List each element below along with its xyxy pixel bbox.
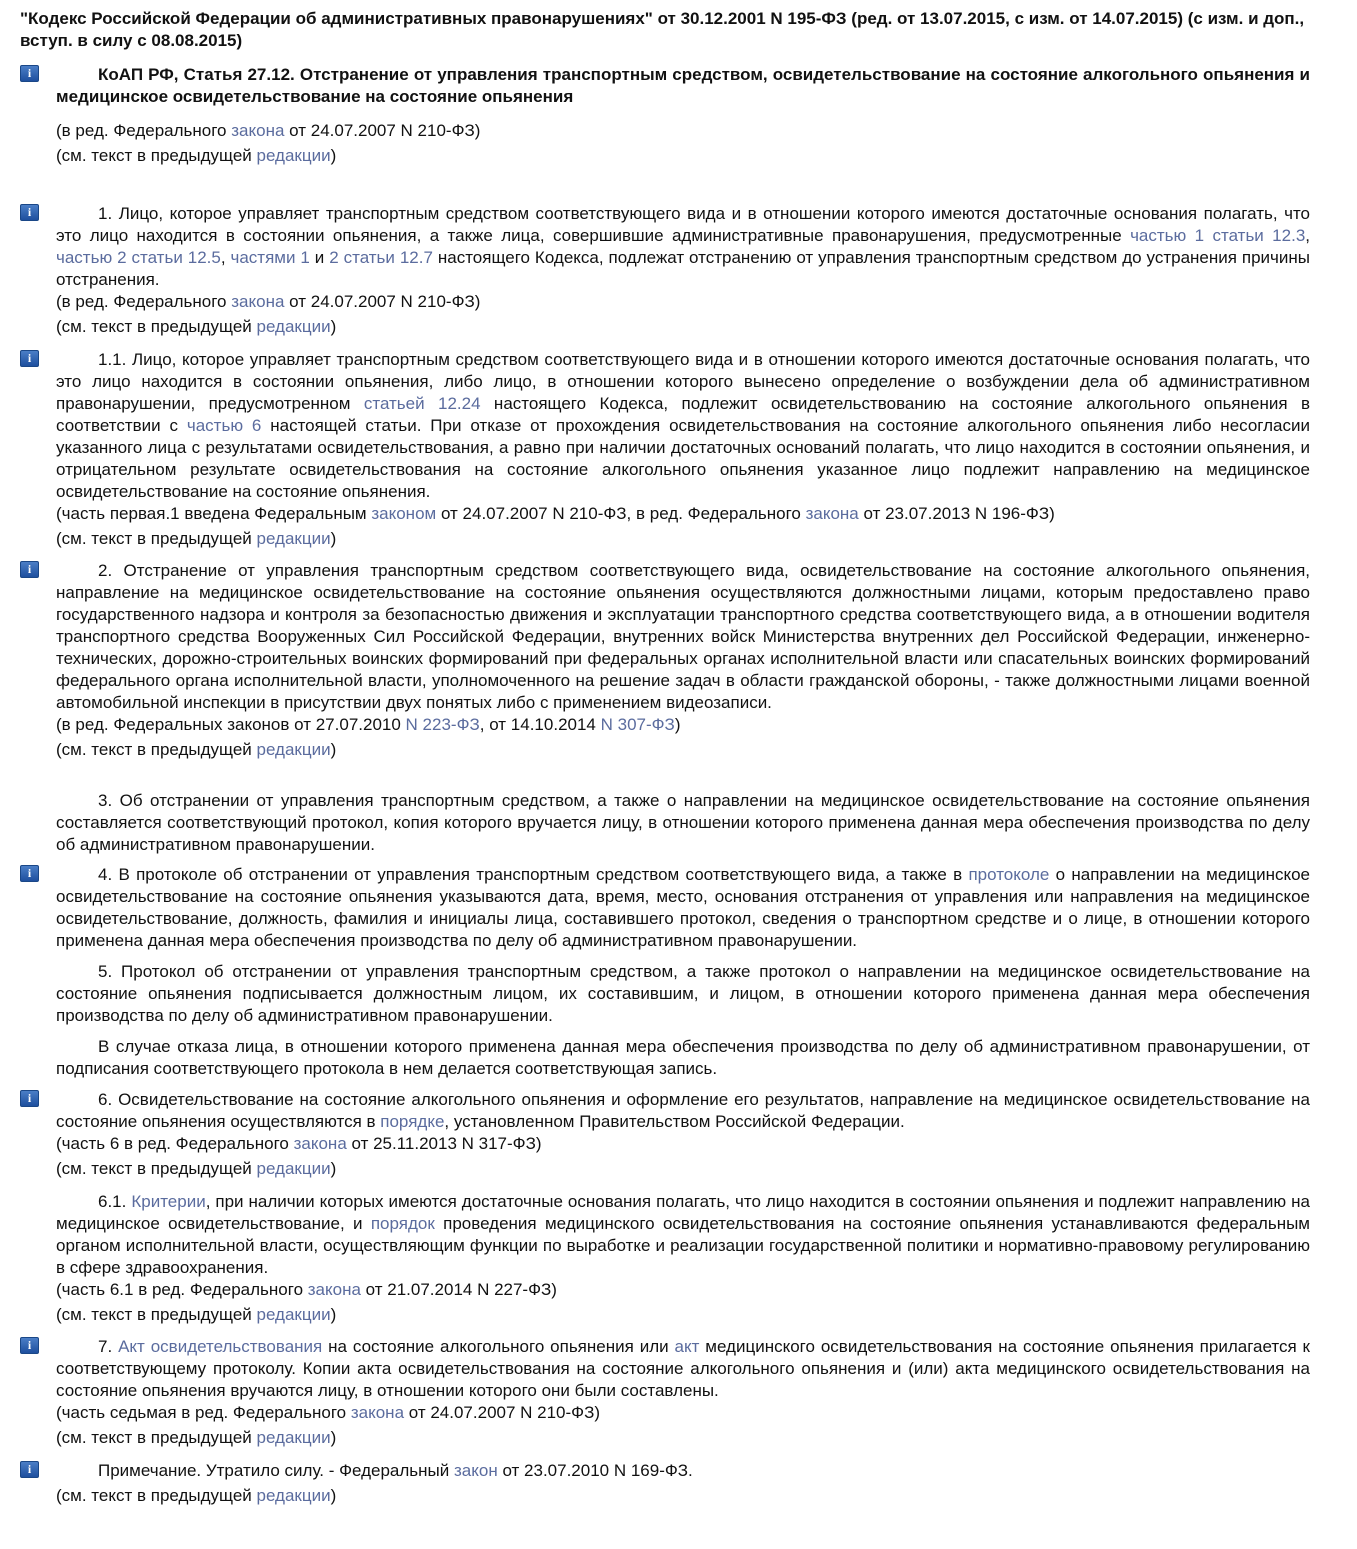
paragraph-text	[56, 203, 1310, 291]
reference-link[interactable]: редакции	[256, 1305, 331, 1324]
text-run: от 23.07.2010 N 169-ФЗ.	[497, 1461, 693, 1480]
text-run: )	[330, 1159, 337, 1178]
reference-link[interactable]: редакции	[256, 1159, 331, 1178]
previous-edition-note	[56, 1304, 1310, 1326]
reference-link[interactable]: редакции	[256, 1428, 331, 1447]
text-run: )	[330, 740, 337, 759]
reference-link[interactable]: частью 2 статьи 12.5	[56, 248, 221, 267]
text-run: от 23.07.2013 N 196-ФЗ)	[858, 504, 1055, 523]
text-run: Примечание. Утратило силу. - Федеральный	[98, 1461, 454, 1480]
reference-link[interactable]: редакции	[256, 317, 331, 336]
reference-link[interactable]: N 223-ФЗ	[405, 715, 480, 734]
amendment-note	[56, 714, 1310, 736]
amendment-note	[56, 503, 1310, 525]
reference-link[interactable]: закона	[307, 1280, 361, 1299]
previous-edition-note	[56, 145, 1310, 167]
paragraph-p5b	[56, 1036, 1310, 1080]
paragraph-p6-1	[56, 1191, 1310, 1326]
paragraph-note	[56, 1460, 1310, 1507]
reference-link[interactable]: закон	[453, 1461, 498, 1480]
amendment-note	[56, 1133, 1310, 1155]
reference-link[interactable]: порядок	[370, 1214, 435, 1233]
info-icon[interactable]: i	[20, 204, 39, 221]
text-run: 1.1. Лицо, которое управляет транспортным средством соответствующего вида и в отношении которого имеются достаточные основания полагать, что это лицо находится в состоянии опьянения, либо лицо, в отношении которого вынесено определение о возбуждении дела об административном правонарушении, предусмотренном	[56, 350, 1310, 413]
text-run: ,	[1305, 226, 1311, 245]
text-run: (в ред. Федеральных законов от 27.07.2010	[56, 715, 406, 734]
reference-link[interactable]: редакции	[256, 740, 331, 759]
text-run: )	[674, 715, 681, 734]
document-header: "Кодекс Российской Федерации об административных правонарушениях" от 30.12.2001 N 195-ФЗ (ред. от 13.07.2015, с изм. от 14.07.2015) (с изм. и доп., вступ. в силу с 08.08.2015)	[20, 9, 1305, 50]
text-run: 5. Протокол об отстранении от управления транспортным средством, а также протокол о направлении на медицинское освидетельствование на состояние опьянения подписывается должностным лицом, их составившим, и лицом, в отношении которого применена данная мера обеспечения производства по делу об административном правонарушении.	[56, 962, 1310, 1025]
amendment-note	[56, 120, 1310, 142]
reference-link[interactable]: частями 1	[230, 248, 310, 267]
text-run: (часть седьмая в ред. Федерального	[56, 1403, 351, 1422]
reference-link[interactable]: Акт освидетельствования	[118, 1337, 323, 1356]
text-run: (часть 6 в ред. Федерального	[56, 1134, 294, 1153]
info-icon[interactable]: i	[20, 65, 39, 82]
info-icon[interactable]: i	[20, 1337, 39, 1354]
reference-link[interactable]: редакции	[256, 1486, 331, 1505]
text-run: от 25.11.2013 N 317-ФЗ)	[346, 1134, 542, 1153]
text-run: )	[330, 1486, 337, 1505]
paragraph-text	[56, 961, 1310, 1027]
text-run: 3. Об отстранении от управления транспортным средством, а также о направлении на медицинское освидетельствование на состояние опьянения составляется соответствующий протокол, копия которого вручается лицу, в отношении которого применена данная мера обеспечения производства по делу об административном правонарушении.	[56, 791, 1310, 854]
info-icon[interactable]: i	[20, 350, 39, 367]
text-run: 6.1.	[98, 1192, 132, 1211]
text-run: на состояние алкогольного опьянения или	[322, 1337, 675, 1356]
previous-edition-note	[56, 1485, 1310, 1507]
reference-link[interactable]: протоколе	[968, 865, 1050, 884]
text-run: (см. текст в предыдущей	[56, 1486, 257, 1505]
text-run: )	[330, 317, 337, 336]
text-run: (см. текст в предыдущей	[56, 1428, 257, 1447]
previous-edition-note	[56, 1158, 1310, 1180]
reference-link[interactable]: 2 статьи 12.7	[329, 248, 433, 267]
paragraph-p3	[56, 790, 1310, 856]
paragraph-p2	[56, 560, 1310, 761]
text-run: (см. текст в предыдущей	[56, 529, 257, 548]
reference-link[interactable]: закона	[293, 1134, 347, 1153]
reference-link[interactable]: закона	[231, 121, 285, 140]
text-run: )	[330, 1428, 337, 1447]
paragraph-text	[56, 1191, 1310, 1279]
text-run: (в ред. Федерального	[56, 121, 232, 140]
text-run: 4. В протоколе об отстранении от управления транспортным средством соответствующего вида, а также в	[98, 865, 969, 884]
reference-link[interactable]: закона	[350, 1403, 405, 1422]
paragraph-title	[56, 64, 1310, 167]
text-run: 6. Освидетельствование на состояние алкогольного опьянения и оформление его результатов, направление на медицинское освидетельствование на состояние опьянения осуществляются в	[56, 1090, 1310, 1131]
reference-link[interactable]: редакции	[256, 146, 331, 165]
paragraph-p5	[56, 961, 1310, 1027]
text-run: от 24.07.2007 N 210-ФЗ, в ред. Федерального	[436, 504, 806, 523]
paragraph-text	[56, 864, 1310, 952]
info-icon[interactable]: i	[20, 1461, 39, 1478]
paragraph-text	[56, 349, 1310, 503]
info-icon[interactable]: i	[20, 561, 39, 578]
text-run: проведения медицинского освидетельствования на состояние опьянения устанавливаются федеральным органом исполнительной власти, осуществляющим функции по выработке и реализации государственной политики и нормативно-правовому регулированию в сфере здравоохранения.	[56, 1214, 1310, 1277]
previous-edition-note	[56, 528, 1310, 550]
reference-link[interactable]: Критерии	[131, 1192, 206, 1211]
text-run: , установленном Правительством Российской Федерации.	[444, 1112, 905, 1131]
text-run: настоящего Кодекса, подлежат отстранению от управления транспортным средством до устранения причины отстранения.	[56, 248, 1311, 289]
text-run: (см. текст в предыдущей	[56, 740, 257, 759]
article-title	[56, 64, 1310, 108]
reference-link[interactable]: статьей 12.24	[363, 394, 481, 413]
text-run: медицинского освидетельствования на состояние опьянения прилагается к соответствующему протоколу. Копии акта освидетельствования на состояние алкогольного опьянения и (или) акта медицинского освидетельствования на состояние опьянения вручаются лицу, в отношении которого они были составлены.	[56, 1337, 1310, 1400]
paragraph-p4	[56, 864, 1310, 952]
text-run: от 21.07.2014 N 227-ФЗ)	[360, 1280, 557, 1299]
text-run: 1. Лицо, которое управляет транспортным средством соответствующего вида и в отношении которого имеются достаточные основания полагать, что это лицо находится в состоянии опьянения, а также лица, совершившие административные правонарушения, предусмотренные	[56, 204, 1310, 245]
previous-edition-note	[56, 739, 1310, 761]
text-run: (в ред. Федерального	[56, 292, 232, 311]
paragraph-text	[56, 1036, 1310, 1080]
amendment-note	[56, 1402, 1310, 1424]
reference-link[interactable]: порядке	[380, 1112, 445, 1131]
text-run: настоящей статьи. При отказе от прохождения освидетельствования на состояние алкогольного опьянения либо несогласии указанного лица с результатами освидетельствования, а равно при наличии достаточных оснований полагать, что лицо находится в состоянии опьянения, и отрицательном результате освидетельствования на состояние алкогольного опьянения указанное лицо подлежит направлению на медицинское освидетельствование на состояние опьянения.	[56, 416, 1310, 501]
paragraph-p1	[56, 203, 1310, 338]
previous-edition-note	[56, 1427, 1310, 1449]
paragraph-text	[56, 1460, 1310, 1482]
previous-edition-note	[56, 316, 1310, 338]
text-run: от 24.07.2007 N 210-ФЗ)	[404, 1403, 601, 1422]
reference-link[interactable]: N 307-ФЗ	[600, 715, 675, 734]
text-run: от 24.07.2007 N 210-ФЗ)	[284, 121, 481, 140]
reference-link[interactable]: законом	[371, 504, 437, 523]
text-run: настоящего Кодекса, подлежит освидетельствованию на состояние алкогольного опьянения в соответствии с	[56, 394, 1310, 435]
text-run: 2. Отстранение от управления транспортным средством соответствующего вида, освидетельствование на состояние алкогольного опьянения, направление на медицинское освидетельствование на состояние опьянения осуществляются должностными лицами, которым предоставлено право государственного надзора и контроля за безопасностью движения и эксплуатации транспортного средства соответствующего вида, а в отношении водителя транспортного средства Вооруженных Сил Российской Федерации, внутренних войск Министерства внутренних дел Российской Федерации, инженерно-технических, дорожно-строительных воинских формирований при федеральных органах исполнительной власти или спасательных воинских формирований федерального органа исполнительной власти, уполномоченного на решение задач в области гражданской обороны, - также должностными лицами военной автомобильной инспекции в присутствии двух понятых либо с применением видеозаписи.	[56, 561, 1310, 712]
paragraph-text	[56, 1089, 1310, 1133]
text-run: )	[330, 146, 337, 165]
paragraph-p6	[56, 1089, 1310, 1180]
text-run: КоАП РФ, Статья 27.12. Отстранение от управления транспортным средством, освидетельствование на состояние алкогольного опьянения и медицинское освидетельствование на состояние опьянения	[56, 65, 1310, 106]
reference-link[interactable]: частью 6	[186, 416, 262, 435]
text-run: 7.	[98, 1337, 119, 1356]
reference-link[interactable]: закона	[805, 504, 859, 523]
text-run: (часть 6.1 в ред. Федерального	[56, 1280, 308, 1299]
text-run: , при наличии которых имеются достаточные основания полагать, что лицо находится в состоянии опьянения и подлежит направлению на медицинское освидетельствование, и	[56, 1192, 1310, 1233]
text-run: )	[330, 1305, 337, 1324]
reference-link[interactable]: акт	[674, 1337, 700, 1356]
paragraph-text	[56, 560, 1310, 714]
text-run: (см. текст в предыдущей	[56, 317, 257, 336]
text-run: , от 14.10.2014	[479, 715, 601, 734]
text-run: о направлении на медицинское освидетельствование на состояние опьянения указываются дата, время, место, основания отстранения от управления или направления на медицинское освидетельствование, должность, фамилия и инициалы лица, составившего протокол, сведения о транспортном средстве и о лице, в отношении которого применена данная мера обеспечения производства по делу об административном правонарушении.	[56, 865, 1311, 950]
text-run: (часть первая.1 введена Федеральным	[56, 504, 372, 523]
info-icon[interactable]: i	[20, 865, 39, 882]
text-run: и	[309, 248, 330, 267]
paragraph-p7	[56, 1336, 1310, 1449]
reference-link[interactable]: частью 1 статьи 12.3	[1130, 226, 1306, 245]
paragraph-text	[56, 1336, 1310, 1402]
paragraph-text	[56, 790, 1310, 856]
text-run: (см. текст в предыдущей	[56, 1305, 257, 1324]
reference-link[interactable]: закона	[231, 292, 285, 311]
text-run: В случае отказа лица, в отношении которого применена данная мера обеспечения производства по делу об административном правонарушении, от подписания соответствующего протокола в нем делается соответствующая запись.	[56, 1037, 1310, 1078]
text-run: (см. текст в предыдущей	[56, 146, 257, 165]
text-run: )	[330, 529, 337, 548]
amendment-note	[56, 291, 1310, 313]
text-run: от 24.07.2007 N 210-ФЗ)	[284, 292, 481, 311]
text-run: ,	[220, 248, 231, 267]
info-icon[interactable]: i	[20, 1090, 39, 1107]
amendment-note	[56, 1279, 1310, 1301]
reference-link[interactable]: редакции	[256, 529, 331, 548]
text-run: (см. текст в предыдущей	[56, 1159, 257, 1178]
paragraph-p1-1	[56, 349, 1310, 550]
